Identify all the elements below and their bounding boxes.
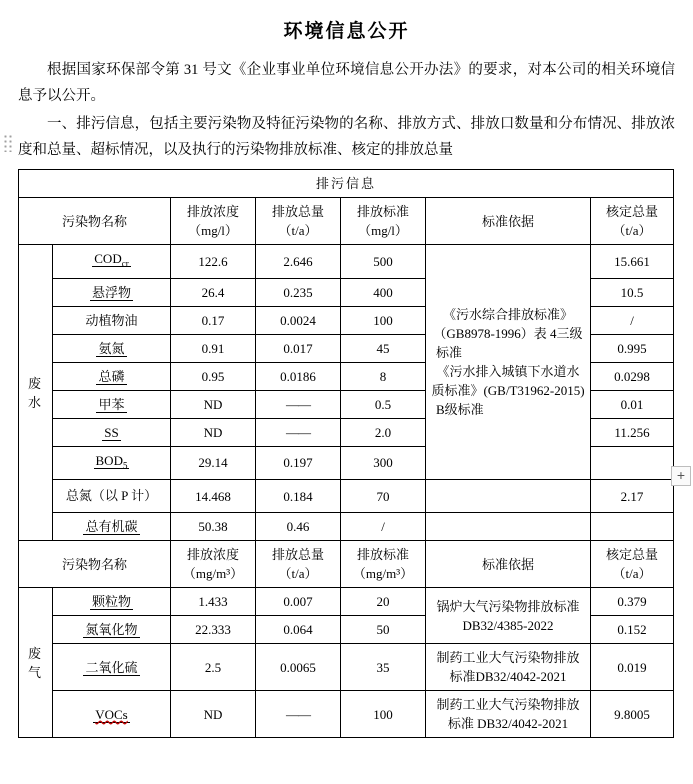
cell-total: 0.007 bbox=[256, 588, 341, 616]
cell-basis-air-3 bbox=[426, 691, 591, 738]
header-total-air bbox=[256, 541, 341, 588]
pollutant-name: 悬浮物 bbox=[53, 278, 171, 306]
cell-standard: 100 bbox=[341, 691, 426, 738]
cell-concentration: 14.468 bbox=[171, 480, 256, 513]
header-standard-air bbox=[341, 541, 426, 588]
header-approved-air bbox=[591, 541, 674, 588]
cell-standard: 400 bbox=[341, 278, 426, 306]
header-standard bbox=[341, 198, 426, 245]
cell-standard: 50 bbox=[341, 616, 426, 644]
cell-standard: 35 bbox=[341, 644, 426, 691]
header-total-line1: 排放总量 bbox=[271, 204, 324, 219]
cell-total: 0.46 bbox=[256, 513, 341, 541]
basis-line-5: 质标准》(GB/T31962-2015) bbox=[431, 383, 585, 399]
table-row bbox=[19, 513, 674, 541]
header-basis-air: 标准依据 bbox=[426, 541, 591, 588]
cell-standard: 45 bbox=[341, 334, 426, 362]
cell-approved: 0.995 bbox=[591, 334, 674, 362]
cell-concentration: 1.433 bbox=[171, 588, 256, 616]
cell-total: 0.0186 bbox=[256, 362, 341, 390]
header-approved-line1: 核定总量 bbox=[606, 204, 659, 219]
cell-total: —— bbox=[256, 390, 341, 418]
table-row bbox=[19, 691, 674, 738]
header-standard-line1: 排放标准 bbox=[356, 204, 409, 219]
table-header-air bbox=[19, 541, 674, 588]
header-concentration-line1: 排放浓度 bbox=[186, 204, 239, 219]
basis-line-3: 标准 bbox=[436, 345, 463, 361]
header-total bbox=[256, 198, 341, 245]
cell-approved: 11.256 bbox=[591, 418, 674, 446]
left-drag-handle[interactable] bbox=[2, 134, 14, 154]
cell-concentration: 29.14 bbox=[171, 446, 256, 480]
cell-basis-water bbox=[426, 245, 591, 480]
cell-standard: 8 bbox=[341, 362, 426, 390]
cell-approved: 9.8005 bbox=[591, 691, 674, 738]
drag-dots-icon bbox=[3, 134, 13, 152]
basis-line-4: 《污水排入城镇下水道水 bbox=[436, 364, 580, 380]
cell-total: 0.0024 bbox=[256, 306, 341, 334]
basis-line-1: 《污水综合排放标准》 bbox=[442, 307, 573, 323]
table-caption: 排污信息 bbox=[19, 170, 674, 198]
table-row bbox=[19, 245, 674, 279]
group-label-air: 废气 bbox=[19, 588, 53, 738]
table-row bbox=[19, 588, 674, 616]
cell-basis-air-1 bbox=[426, 588, 591, 644]
pollutant-name: 总有机碳 bbox=[53, 513, 171, 541]
header-concentration-air-line1: 排放浓度 bbox=[186, 547, 239, 563]
pollutant-name: $BOD_5$ bbox=[53, 446, 171, 480]
cell-approved: 2.17 bbox=[591, 480, 674, 513]
header-pollutant-name: 污染物名称 bbox=[19, 198, 171, 245]
cell-concentration: 50.38 bbox=[171, 513, 256, 541]
cell-standard: 0.5 bbox=[341, 390, 426, 418]
basis-line-6: B级标准 bbox=[436, 402, 484, 418]
cell-approved bbox=[591, 513, 674, 541]
pollutant-name: 动植物油 bbox=[53, 306, 171, 334]
cell-approved: 15.661 bbox=[591, 245, 674, 279]
cell-concentration: 0.91 bbox=[171, 334, 256, 362]
pollutant-name: 总氮（以 P 计） bbox=[53, 480, 171, 513]
cell-basis-empty bbox=[426, 480, 591, 513]
pollutant-name: 甲苯 bbox=[53, 390, 171, 418]
table-caption-row bbox=[19, 170, 674, 198]
group-label-water: 废水 bbox=[19, 245, 53, 541]
page-title: 环境信息公开 bbox=[283, 21, 410, 42]
cell-basis-empty bbox=[426, 513, 591, 541]
header-standard-air-line1: 排放标准 bbox=[356, 547, 409, 563]
header-total-air-line1: 排放总量 bbox=[271, 547, 324, 563]
cell-concentration: 0.95 bbox=[171, 362, 256, 390]
pollutant-name: VOCs bbox=[53, 691, 171, 738]
cell-total: —— bbox=[256, 691, 341, 738]
table-header-water bbox=[19, 198, 674, 245]
zoom-in-button[interactable]: + bbox=[671, 466, 691, 486]
cell-standard: 500 bbox=[341, 245, 426, 279]
paragraph-1: 根据国家环保部令第 31 号文《企业事业单位环境信息公开办法》的要求，对本公司的相关环境信息予以公开。 bbox=[18, 62, 675, 104]
header-pollutant-name-air: 污染物名称 bbox=[19, 541, 171, 588]
basis-line-1: 制药工业大气污染物排放 bbox=[436, 697, 580, 713]
cell-approved: 0.0298 bbox=[591, 362, 674, 390]
pollutant-name: 颗粒物 bbox=[53, 588, 171, 616]
basis-line-2: 标准 DB32/4042-2021 bbox=[447, 716, 569, 732]
paragraph-2: 一、排污信息，包括主要污染物及特征污染物的名称、排放方式、排放口数量和分布情况、排放浓度和总量、超标情况，以及执行的污染物排放标准、核定的排放总量 bbox=[18, 116, 675, 158]
cell-concentration: ND bbox=[171, 691, 256, 738]
table-row bbox=[19, 644, 674, 691]
header-approved bbox=[591, 198, 674, 245]
pollutant-name: 氨氮 bbox=[53, 334, 171, 362]
header-approved-air-line2: （t/a） bbox=[612, 566, 652, 582]
header-concentration-air bbox=[171, 541, 256, 588]
cell-approved: 0.152 bbox=[591, 616, 674, 644]
cell-total: 2.646 bbox=[256, 245, 341, 279]
pollutant-name: 二氧化硫 bbox=[53, 644, 171, 691]
cell-approved bbox=[591, 446, 674, 480]
cell-basis-air-2 bbox=[426, 644, 591, 691]
cell-concentration: ND bbox=[171, 418, 256, 446]
header-concentration-line2: （mg/l） bbox=[188, 223, 238, 238]
cell-concentration: 22.333 bbox=[171, 616, 256, 644]
cell-concentration: ND bbox=[171, 390, 256, 418]
basis-line-2: DB32/4385-2022 bbox=[462, 617, 554, 633]
cell-total: —— bbox=[256, 418, 341, 446]
cell-approved: / bbox=[591, 306, 674, 334]
cell-approved: 0.019 bbox=[591, 644, 674, 691]
cell-concentration: 2.5 bbox=[171, 644, 256, 691]
cell-total: 0.064 bbox=[256, 616, 341, 644]
cell-standard: 2.0 bbox=[341, 418, 426, 446]
cell-total: 0.197 bbox=[256, 446, 341, 480]
cell-total: 0.235 bbox=[256, 278, 341, 306]
cell-standard: 300 bbox=[341, 446, 426, 480]
cell-total: 0.0065 bbox=[256, 644, 341, 691]
cell-approved: 0.379 bbox=[591, 588, 674, 616]
cell-concentration: 122.6 bbox=[171, 245, 256, 279]
header-approved-air-line1: 核定总量 bbox=[606, 547, 659, 563]
header-total-air-line2: （t/a） bbox=[278, 566, 318, 582]
basis-line-1: 锅炉大气污染物排放标准 bbox=[436, 598, 580, 614]
basis-line-1: 制药工业大气污染物排放 bbox=[436, 650, 580, 666]
cell-approved: 10.5 bbox=[591, 278, 674, 306]
cell-standard: 20 bbox=[341, 588, 426, 616]
cell-standard: 100 bbox=[341, 306, 426, 334]
header-standard-air-line2: （mg/m³） bbox=[352, 566, 414, 582]
basis-line-2: 标准DB32/4042-2021 bbox=[449, 669, 567, 685]
header-basis: 标准依据 bbox=[426, 198, 591, 245]
pollutant-name: 氮氧化物 bbox=[53, 616, 171, 644]
basis-line-2: （GB8978-1996）表 4三级 bbox=[433, 326, 583, 342]
cell-total: 0.017 bbox=[256, 334, 341, 362]
pollutant-name: 总磷 bbox=[53, 362, 171, 390]
header-standard-line2: （mg/l） bbox=[358, 223, 408, 238]
document-page bbox=[0, 16, 693, 784]
emissions-table bbox=[18, 169, 674, 738]
header-concentration bbox=[171, 198, 256, 245]
cell-concentration: 0.17 bbox=[171, 306, 256, 334]
pollutant-name: SS bbox=[53, 418, 171, 446]
header-total-line2: （t/a） bbox=[278, 223, 318, 238]
header-concentration-air-line2: （mg/m³） bbox=[182, 566, 244, 582]
cell-approved: 0.01 bbox=[591, 390, 674, 418]
cell-standard: / bbox=[341, 513, 426, 541]
pollutant-name: $COD_{cr}$ bbox=[53, 245, 171, 279]
cell-standard: 70 bbox=[341, 480, 426, 513]
cell-total: 0.184 bbox=[256, 480, 341, 513]
cell-concentration: 26.4 bbox=[171, 278, 256, 306]
header-approved-line2: （t/a） bbox=[612, 223, 652, 238]
table-row bbox=[19, 480, 674, 513]
